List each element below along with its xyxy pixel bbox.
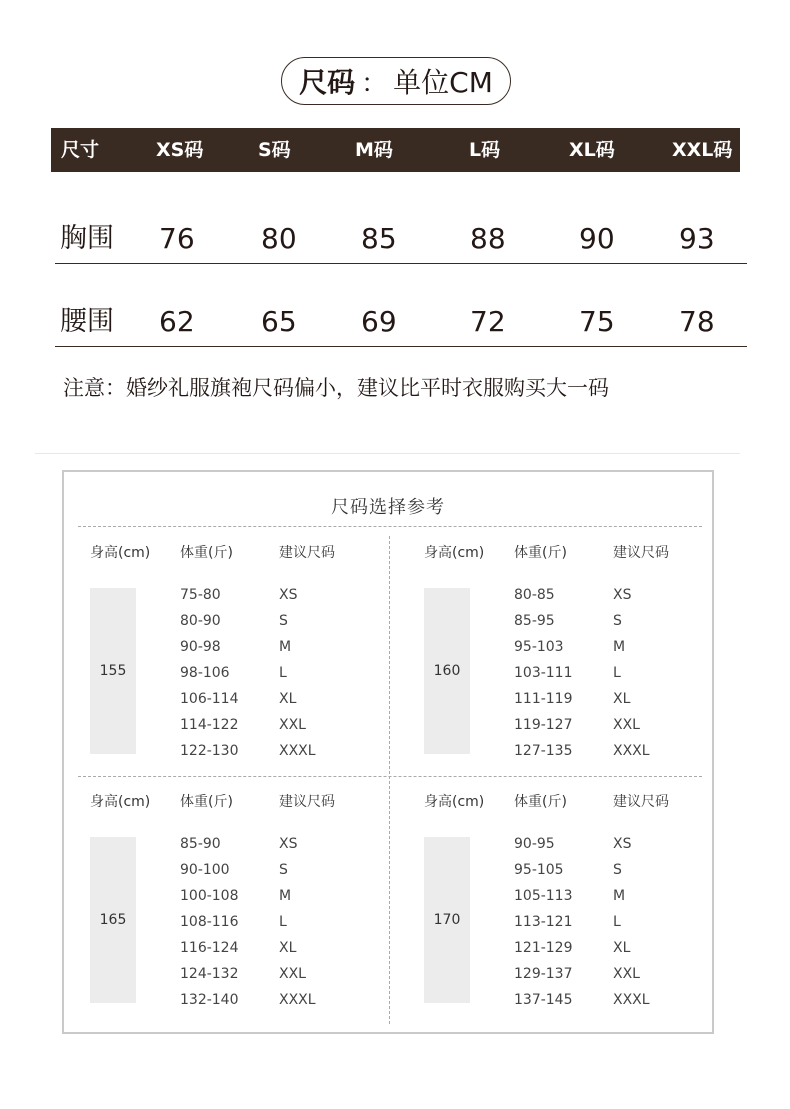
size-column-header: 建议尺码	[613, 794, 669, 810]
recommended-size: XL	[613, 940, 631, 956]
weight-range: 85-95	[514, 613, 555, 629]
weight-range: 90-95	[514, 836, 555, 852]
weight-range: 111-119	[514, 691, 573, 707]
recommended-size: S	[613, 613, 622, 629]
weight-range: 116-124	[180, 940, 239, 956]
recommended-size: S	[279, 613, 288, 629]
weight-range: 108-116	[180, 914, 239, 930]
size-chart-title	[281, 57, 511, 105]
weight-range: 113-121	[514, 914, 573, 930]
size-note: 注意：婚纱礼服旗袍尺码偏小，建议比平时衣服购买大一码	[63, 376, 609, 400]
height-column-header: 身高(cm)	[90, 545, 151, 561]
weight-range: 121-129	[514, 940, 573, 956]
weight-range: 132-140	[180, 992, 239, 1008]
recommended-size: XS	[279, 836, 298, 852]
weight-column-header: 体重(斤)	[514, 794, 567, 810]
guide-center-divider	[389, 536, 390, 1024]
chest-label: 胸围	[60, 223, 114, 254]
weight-range: 105-113	[514, 888, 573, 904]
guide-title: 尺码选择参考	[331, 497, 445, 518]
height-value: 160	[424, 588, 470, 754]
recommended-size: XL	[613, 691, 631, 707]
recommended-size: L	[279, 914, 287, 930]
recommended-size: XS	[279, 587, 298, 603]
recommended-size: XXXL	[279, 743, 316, 759]
weight-column-header: 体重(斤)	[514, 545, 567, 561]
waist-xl: 75	[579, 305, 615, 338]
header-size-label: 尺寸	[61, 139, 100, 161]
size-column-header: 建议尺码	[279, 794, 335, 810]
weight-range: 127-135	[514, 743, 573, 759]
header-m: M码	[355, 139, 393, 161]
waist-row	[55, 297, 747, 347]
weight-range: 119-127	[514, 717, 573, 733]
waist-l: 72	[470, 305, 506, 338]
recommended-size: S	[613, 862, 622, 878]
height-column-header: 身高(cm)	[424, 794, 485, 810]
weight-range: 129-137	[514, 966, 573, 982]
recommended-size: XXL	[279, 717, 306, 733]
waist-xxl: 78	[679, 305, 715, 338]
title-separator: ：	[361, 68, 388, 99]
header-xxl: XXL码	[672, 139, 733, 161]
recommended-size: XXXL	[613, 743, 650, 759]
weight-range: 90-98	[180, 639, 221, 655]
recommended-size: S	[279, 862, 288, 878]
recommended-size: XL	[279, 940, 297, 956]
header-l: L码	[469, 139, 501, 161]
weight-range: 122-130	[180, 743, 239, 759]
height-block-165	[64, 791, 384, 1031]
height-block-170	[398, 791, 718, 1031]
recommended-size: XS	[613, 587, 632, 603]
guide-top-divider	[78, 526, 702, 527]
weight-range: 103-111	[514, 665, 573, 681]
section-divider	[35, 453, 740, 454]
recommended-size: XL	[279, 691, 297, 707]
title-unit: 单位CM	[393, 66, 493, 99]
weight-range: 95-105	[514, 862, 564, 878]
recommended-size: L	[279, 665, 287, 681]
weight-range: 85-90	[180, 836, 221, 852]
chest-s: 80	[261, 222, 297, 255]
weight-range: 80-85	[514, 587, 555, 603]
height-value: 165	[90, 837, 136, 1003]
weight-range: 80-90	[180, 613, 221, 629]
weight-range: 114-122	[180, 717, 239, 733]
recommended-size: L	[613, 665, 621, 681]
weight-column-header: 体重(斤)	[180, 545, 233, 561]
weight-range: 98-106	[180, 665, 230, 681]
recommended-size: XXL	[279, 966, 306, 982]
height-value: 155	[90, 588, 136, 754]
header-xl: XL码	[569, 139, 615, 161]
waist-xs: 62	[159, 305, 195, 338]
weight-range: 137-145	[514, 992, 573, 1008]
weight-range: 106-114	[180, 691, 239, 707]
weight-range: 95-103	[514, 639, 564, 655]
title-main: 尺码	[299, 66, 356, 99]
size-reference-guide	[62, 470, 714, 1034]
recommended-size: XXL	[613, 717, 640, 733]
weight-column-header: 体重(斤)	[180, 794, 233, 810]
size-column-header: 建议尺码	[613, 545, 669, 561]
recommended-size: M	[279, 888, 292, 904]
recommended-size: XXL	[613, 966, 640, 982]
chest-l: 88	[470, 222, 506, 255]
height-block-155	[64, 542, 384, 782]
weight-range: 75-80	[180, 587, 221, 603]
recommended-size: XXXL	[279, 992, 316, 1008]
waist-s: 65	[261, 305, 297, 338]
recommended-size: XXXL	[613, 992, 650, 1008]
height-column-header: 身高(cm)	[90, 794, 151, 810]
header-s: S码	[258, 139, 291, 161]
size-column-header: 建议尺码	[279, 545, 335, 561]
recommended-size: XS	[613, 836, 632, 852]
recommended-size: L	[613, 914, 621, 930]
recommended-size: M	[613, 888, 626, 904]
header-xs: XS码	[156, 139, 204, 161]
waist-m: 69	[361, 305, 397, 338]
height-value: 170	[424, 837, 470, 1003]
height-block-160	[398, 542, 718, 782]
waist-label: 腰围	[60, 306, 114, 337]
recommended-size: M	[279, 639, 292, 655]
chest-xl: 90	[579, 222, 615, 255]
weight-range: 100-108	[180, 888, 239, 904]
recommended-size: M	[613, 639, 626, 655]
chest-m: 85	[361, 222, 397, 255]
weight-range: 90-100	[180, 862, 230, 878]
size-table-header	[51, 128, 740, 172]
chest-xxl: 93	[679, 222, 715, 255]
weight-range: 124-132	[180, 966, 239, 982]
height-column-header: 身高(cm)	[424, 545, 485, 561]
chest-row	[55, 214, 747, 264]
chest-xs: 76	[159, 222, 195, 255]
